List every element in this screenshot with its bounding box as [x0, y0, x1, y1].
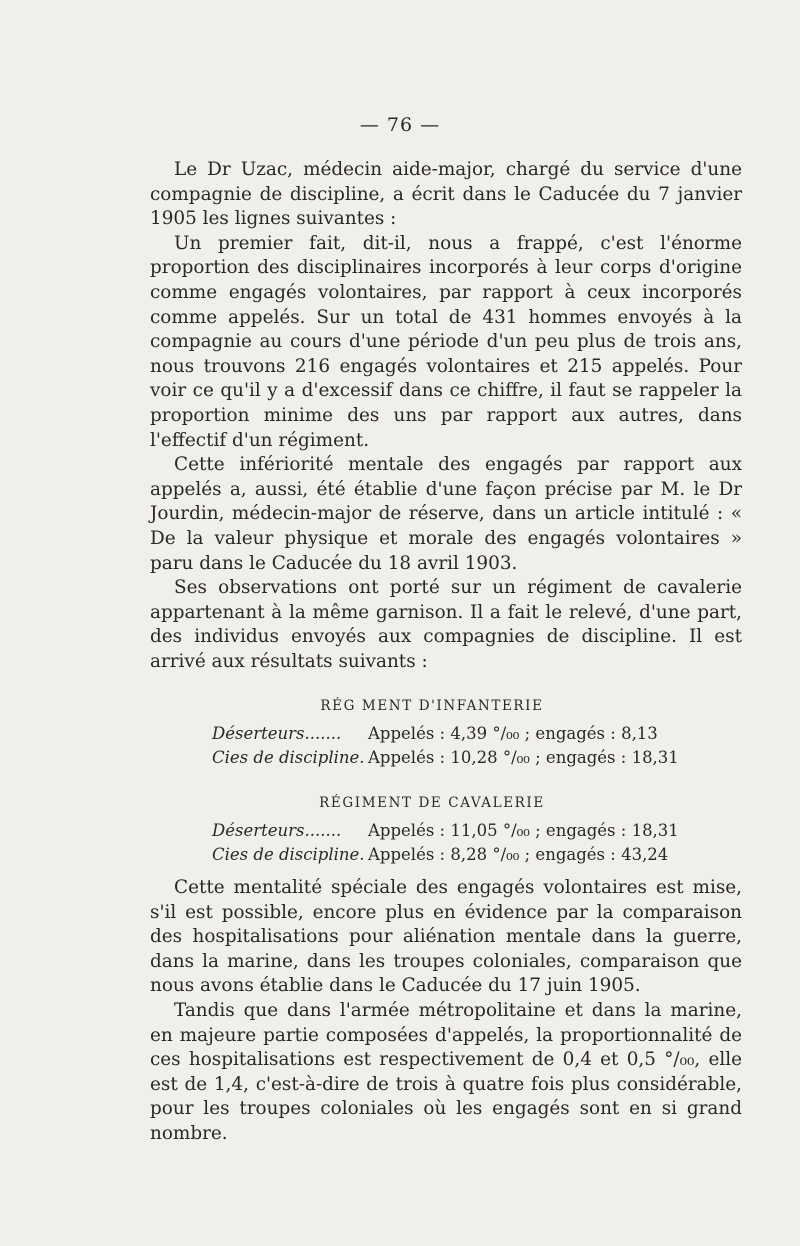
- body-text-bottom: [150, 876, 742, 1147]
- paragraph-4: Ses observations ont porté sur un régiment de cavalerie appartenant à la même garnison. Il a fait le relevé, d'une part, des individus envoyés aux compagnies de discipline. Il est arrivé aux résultats suivants :: [150, 577, 742, 672]
- page-number: — 76 —: [359, 114, 441, 136]
- cavalry-table: [212, 791, 692, 867]
- infantry-heading: RÉG MENT D'INFANTERIE: [320, 698, 544, 714]
- row-label: Cies de discipline.: [212, 845, 365, 864]
- paragraph-3: Cette infériorité mentale des engagés par rapport aux appelés a, aussi, été établie d'une façon précise par M. le Dr Jourdin, médecin-major de réserve, dans un article intitulé : « De la valeur physique et morale des engagés volontaires » paru dans le Caducée du 18 avril 1903.: [150, 454, 742, 574]
- paragraph-2: Un premier fait, dit-il, nous a frappé, c'est l'énorme proportion des disciplinaires incorporés à leur corps d'origine comme engagés volontaires, par rapport à ceux incorporés comme appelés. Sur un total de 431 hommes envoyés à la compagnie au cours d'une période d'un peu plus de trois ans, nous trouvons 216 engagés volontaires et 215 appelés. Pour voir ce qu'il y a d'excessif dans ce chiffre, il faut se rappeler la proportion minime des uns par rapport aux autres, dans l'effectif d'un régiment.: [150, 232, 742, 451]
- row-value: Appelés : 8,28 °/₀₀ ; engagés : 43,24: [368, 845, 669, 864]
- paragraph-1: Le Dr Uzac, médecin aide-major, chargé du service d'une compagnie de discipline, a écrit dans le Caducée du 7 janvier 1905 les lignes suivantes :: [150, 159, 742, 230]
- row-value: Appelés : 10,28 °/₀₀ ; engagés : 18,31: [368, 748, 679, 767]
- row-value: Appelés : 11,05 °/₀₀ ; engagés : 18,31: [368, 821, 679, 840]
- paragraph-5: Cette mentalité spéciale des engagés volontaires est mise, s'il est possible, encore plus en évidence par la comparaison des hospitalisations pour aliénation mentale dans la guerre, dans la marine, dans les troupes coloniales, comparaison que nous avons établie dans le Caducée du 17 juin 1905.: [150, 877, 742, 997]
- table-row: [212, 819, 692, 843]
- row-label: Cies de discipline.: [212, 748, 365, 767]
- table-row: [212, 746, 692, 770]
- row-value: Appelés : 4,39 °/₀₀ ; engagés : 8,13: [368, 724, 658, 743]
- table-row: [212, 843, 692, 867]
- row-label: Déserteurs.......: [212, 821, 342, 840]
- cavalry-heading: RÉGIMENT DE CAVALERIE: [319, 795, 545, 811]
- table-row: [212, 722, 692, 746]
- body-text-top: [150, 158, 742, 674]
- infantry-table: [212, 694, 692, 770]
- row-label: Déserteurs.......: [212, 724, 342, 743]
- paragraph-6: Tandis que dans l'armée métropolitaine et dans la marine, en majeure partie composées d'appelés, la proportionnalité de ces hospitalisations est respectivement de 0,4 et 0,5 °/₀₀, elle est de 1,4, c'est-à-dire de trois à quatre fois plus considérable, pour les troupes coloniales où les engagés sont en si grand nombre.: [150, 999, 742, 1144]
